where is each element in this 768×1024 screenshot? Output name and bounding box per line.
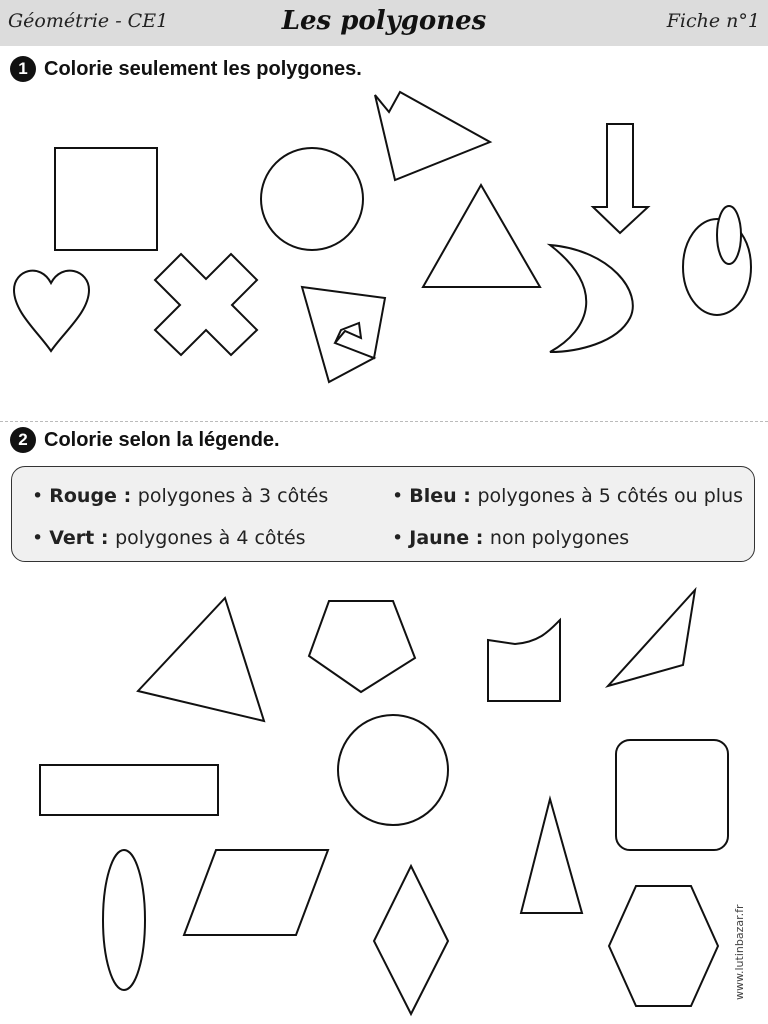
legend-text-green: polygones à 4 côtés (115, 527, 306, 549)
exercise-2-instruction: Colorie selon la légende. (44, 428, 280, 451)
subject-label: Géométrie - CE1 (8, 10, 169, 32)
triangle-red-1[interactable] (138, 598, 264, 721)
page-title: Les polygones (281, 6, 487, 36)
legend-sep: : (94, 527, 116, 549)
legend-item-red: • Rouge : polygones à 3 côtés (32, 485, 329, 507)
legend-color-red: Rouge (49, 485, 117, 507)
sheet-number: Fiche n°1 (666, 10, 760, 32)
cross-shape[interactable] (155, 254, 257, 355)
legend-text-red: polygones à 3 côtés (137, 485, 329, 507)
legend-sep: : (469, 527, 490, 549)
triangle-tall-shape[interactable] (521, 799, 582, 913)
circle-shape[interactable] (261, 148, 363, 250)
vertical-ellipse-shape[interactable] (103, 850, 145, 990)
legend-sep: : (116, 485, 138, 507)
crescent-shape[interactable] (550, 245, 633, 352)
triangle-shape[interactable] (423, 185, 540, 287)
arrow-down-shape[interactable] (593, 124, 648, 233)
exercise-2-badge: 2 (10, 427, 36, 453)
pentagon-shape[interactable] (309, 601, 415, 692)
exercise-1-instruction: Colorie seulement les polygones. (44, 57, 362, 80)
legend-item-blue: • Bleu : polygones à 5 côtés ou plus (392, 485, 744, 507)
small-oval-shape[interactable] (717, 206, 741, 264)
legend-color-yellow: Jaune (409, 527, 470, 549)
heart-shape[interactable] (14, 271, 89, 351)
legend-color-green: Vert (49, 527, 95, 549)
legend-item-yellow: • Jaune : non polygones (392, 527, 630, 549)
curved-quad-shape[interactable] (488, 620, 560, 701)
square-shape[interactable] (55, 148, 157, 250)
rectangle-shape[interactable] (40, 765, 218, 815)
triangle-thin-shape[interactable] (608, 590, 695, 686)
spiral-polygon-shape[interactable] (302, 287, 385, 382)
parallelogram-shape[interactable] (184, 850, 328, 935)
legend-sep: : (456, 485, 478, 507)
legend-item-green: • Vert : polygones à 4 côtés (32, 527, 306, 549)
hexagon-shape[interactable] (609, 886, 718, 1006)
legend-color-blue: Bleu (409, 485, 457, 507)
legend-text-yellow: non polygones (489, 527, 630, 549)
exercise-1-badge: 1 (10, 56, 36, 82)
site-watermark: www.lutinbazar.fr (733, 904, 746, 1000)
rhombus-shape[interactable] (374, 866, 448, 1014)
legend-text-blue: polygones à 5 côtés ou plus (477, 485, 744, 507)
flag-triangle-shape[interactable] (375, 92, 490, 180)
circle-2-shape[interactable] (338, 715, 448, 825)
rounded-square-shape[interactable] (616, 740, 728, 850)
